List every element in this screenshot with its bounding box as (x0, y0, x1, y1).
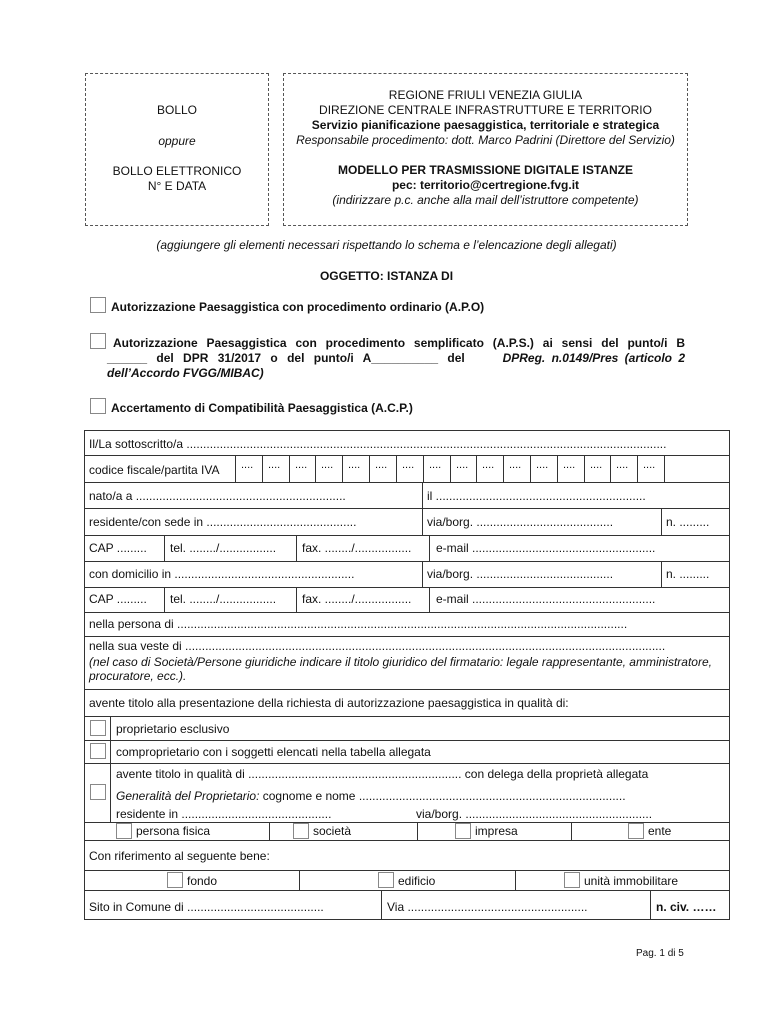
cf-cell[interactable]: .... (241, 459, 254, 471)
cf-cell-divider (423, 455, 424, 482)
impresa-checkbox[interactable] (455, 823, 471, 839)
cf-cell-divider (289, 455, 290, 482)
cf-cell[interactable]: .... (348, 459, 361, 471)
header-service: Servizio pianificazione paesaggistica, territoriale e strategica (311, 118, 660, 132)
unita-checkbox[interactable] (564, 872, 580, 888)
residente-field[interactable]: residente/con sede in ............................................. (89, 515, 357, 529)
edificio-label: edificio (398, 874, 436, 888)
cf-cell[interactable]: .... (321, 459, 334, 471)
aps-checkbox[interactable] (90, 333, 106, 349)
impresa-label: impresa (475, 824, 518, 838)
cf-cell-divider (262, 455, 263, 482)
riferimento-label: Con riferimento al seguente bene: (89, 849, 270, 863)
cf-cell-divider (610, 455, 611, 482)
residente-proprietario-field[interactable]: residente in ............................................. (116, 807, 332, 821)
cap-field[interactable]: CAP ......... (89, 541, 147, 555)
cf-cell[interactable]: .... (429, 459, 442, 471)
generalita-label: Generalità del Proprietario: (116, 789, 260, 803)
aps-label-line1: Autorizzazione Paesaggistica con procedimento semplificato (A.P.S.) ai sensi del punto/i B (113, 336, 685, 350)
comproprietario-checkbox[interactable] (90, 743, 106, 759)
cf-cell[interactable]: .... (643, 459, 656, 471)
tel-domicilio-field[interactable]: tel. ......../................. (170, 592, 277, 606)
header-responsible: Responsabile procedimento: dott. Marco Padrini (Direttore del Servizio) (296, 133, 675, 147)
fax-field[interactable]: fax. ......../................. (302, 541, 412, 555)
subject-title: OGGETTO: ISTANZA DI (319, 269, 454, 283)
acp-checkbox[interactable] (90, 398, 106, 414)
proprietario-checkbox[interactable] (90, 720, 106, 736)
header-note: (indirizzare p.c. anche alla mail dell’istruttore competente) (332, 193, 639, 207)
fondo-label: fondo (187, 874, 218, 888)
via-residenza-field[interactable]: via/borg. ......................................... (427, 515, 614, 529)
societa-label: società (313, 824, 352, 838)
generalita-value[interactable]: cognome e nome ................................................................................ (259, 789, 626, 803)
bollo-box (85, 73, 269, 226)
bollo-label: BOLLO (156, 103, 198, 117)
cf-cell[interactable]: .... (295, 459, 308, 471)
cf-cell-divider (369, 455, 370, 482)
cf-cell-divider (557, 455, 558, 482)
cf-cell[interactable]: .... (616, 459, 629, 471)
persona-field[interactable]: nella persona di ....................................................................................................................................... (89, 617, 628, 631)
ente-checkbox[interactable] (628, 823, 644, 839)
cf-cell-divider (664, 455, 665, 482)
comune-field[interactable]: Sito in Comune di ......................................... (89, 900, 324, 914)
unita-label: unità immobilitare (584, 874, 679, 888)
persona-fisica-label: persona fisica (136, 824, 211, 838)
ente-label: ente (648, 824, 672, 838)
via-domicilio-field[interactable]: via/borg. ......................................... (427, 567, 614, 581)
codice-fiscale-label: codice fiscale/partita IVA (89, 463, 220, 477)
bollo-data: N° E DATA (147, 179, 207, 193)
aps-label-line3: dell’Accordo FVGG/MIBAC) (107, 366, 264, 380)
sottoscritto-field[interactable]: Il/La sottoscritto/a ................................................................................................................................................ (89, 437, 667, 451)
cf-cell-divider (503, 455, 504, 482)
acp-label: Accertamento di Compatibilità Paesaggistica (A.C.P.) (111, 401, 413, 415)
cap-domicilio-field[interactable]: CAP ......... (89, 592, 147, 606)
cf-cell[interactable]: .... (482, 459, 495, 471)
persona-fisica-checkbox[interactable] (116, 823, 132, 839)
cf-cell[interactable]: .... (268, 459, 281, 471)
header-region: REGIONE FRIULI VENEZIA GIULIA (388, 88, 583, 102)
cf-cell[interactable]: .... (375, 459, 388, 471)
aps-label-line2-b: DPReg. n.0149/Pres (articolo 2 (502, 351, 685, 365)
avente-titolo-field[interactable]: avente titolo in qualità di ................................................................ con delega della proprietà allegata (116, 767, 649, 781)
tel-field[interactable]: tel. ......../................. (170, 541, 277, 555)
cf-cell[interactable]: .... (536, 459, 549, 471)
page-number: Pag. 1 di 5 (636, 948, 684, 959)
cf-cell[interactable]: .... (509, 459, 522, 471)
domicilio-field[interactable]: con domicilio in ...................................................... (89, 567, 355, 581)
aps-label-line2-a: ______ del DPR 31/2017 o del punto/i A__________ del (107, 351, 465, 365)
cf-cell[interactable]: .... (402, 459, 415, 471)
civico-sito-field[interactable]: n. civ. …… (656, 900, 717, 914)
apo-label: Autorizzazione Paesaggistica con procedimento ordinario (A.P.O) (111, 300, 485, 314)
cf-cell-divider (396, 455, 397, 482)
via-proprietario-field[interactable]: via/borg. ........................................................ (416, 807, 653, 821)
cf-cell[interactable]: .... (456, 459, 469, 471)
via-sito-field[interactable]: Via ...................................................... (387, 900, 588, 914)
edificio-checkbox[interactable] (378, 872, 394, 888)
civico-residenza-field[interactable]: n. ......... (666, 515, 710, 529)
veste-field[interactable]: nella sua veste di ................................................................................................................................................ (89, 639, 666, 653)
nato-field[interactable]: nato/a a ............................................................... (89, 489, 346, 503)
header-direction: DIREZIONE CENTRALE INFRASTRUTTURE E TERRITORIO (319, 103, 652, 117)
cf-cell-divider (476, 455, 477, 482)
header-pec: pec: territorio@certregione.fvg.it (391, 178, 580, 192)
apo-checkbox[interactable] (90, 297, 106, 313)
cf-cell-divider (342, 455, 343, 482)
cf-cell-divider (584, 455, 585, 482)
avente-titolo-checkbox[interactable] (90, 784, 106, 800)
cf-cell-divider (637, 455, 638, 482)
instruction-text: (aggiungere gli elementi necessari rispettando lo schema e l’elencazione degli allegati) (156, 238, 617, 252)
titolo-label: avente titolo alla presentazione della richiesta di autorizzazione paesaggistica in qualità di: (89, 696, 569, 710)
data-nascita-field[interactable]: il ............................................................... (427, 489, 646, 503)
fax-domicilio-field[interactable]: fax. ......../................. (302, 592, 412, 606)
cf-cell-divider (450, 455, 451, 482)
comproprietario-label: comproprietario con i soggetti elencati nella tabella allegata (116, 745, 431, 759)
cf-cell-divider (530, 455, 531, 482)
aps-label-line2 (107, 351, 685, 365)
societa-checkbox[interactable] (293, 823, 309, 839)
proprietario-label: proprietario esclusivo (116, 722, 230, 736)
fondo-checkbox[interactable] (167, 872, 183, 888)
cf-cell[interactable]: .... (590, 459, 603, 471)
veste-note: (nel caso di Società/Persone giuridiche indicare il titolo giuridico del firmatario: legale rappresentante, amministratore, procuratore, ecc.). (89, 655, 712, 683)
header-model: MODELLO PER TRASMISSIONE DIGITALE ISTANZE (338, 163, 633, 177)
cf-cell[interactable]: .... (563, 459, 576, 471)
bollo-oppure: oppure (158, 134, 196, 148)
email-domicilio-field[interactable]: e-mail ....................................................... (436, 592, 656, 606)
cf-cell-divider (315, 455, 316, 482)
bollo-elettronico: BOLLO ELETTRONICO (112, 164, 242, 178)
email-field[interactable]: e-mail ....................................................... (436, 541, 656, 555)
generalita-field[interactable] (116, 789, 626, 803)
civico-domicilio-field[interactable]: n. ......... (666, 567, 710, 581)
